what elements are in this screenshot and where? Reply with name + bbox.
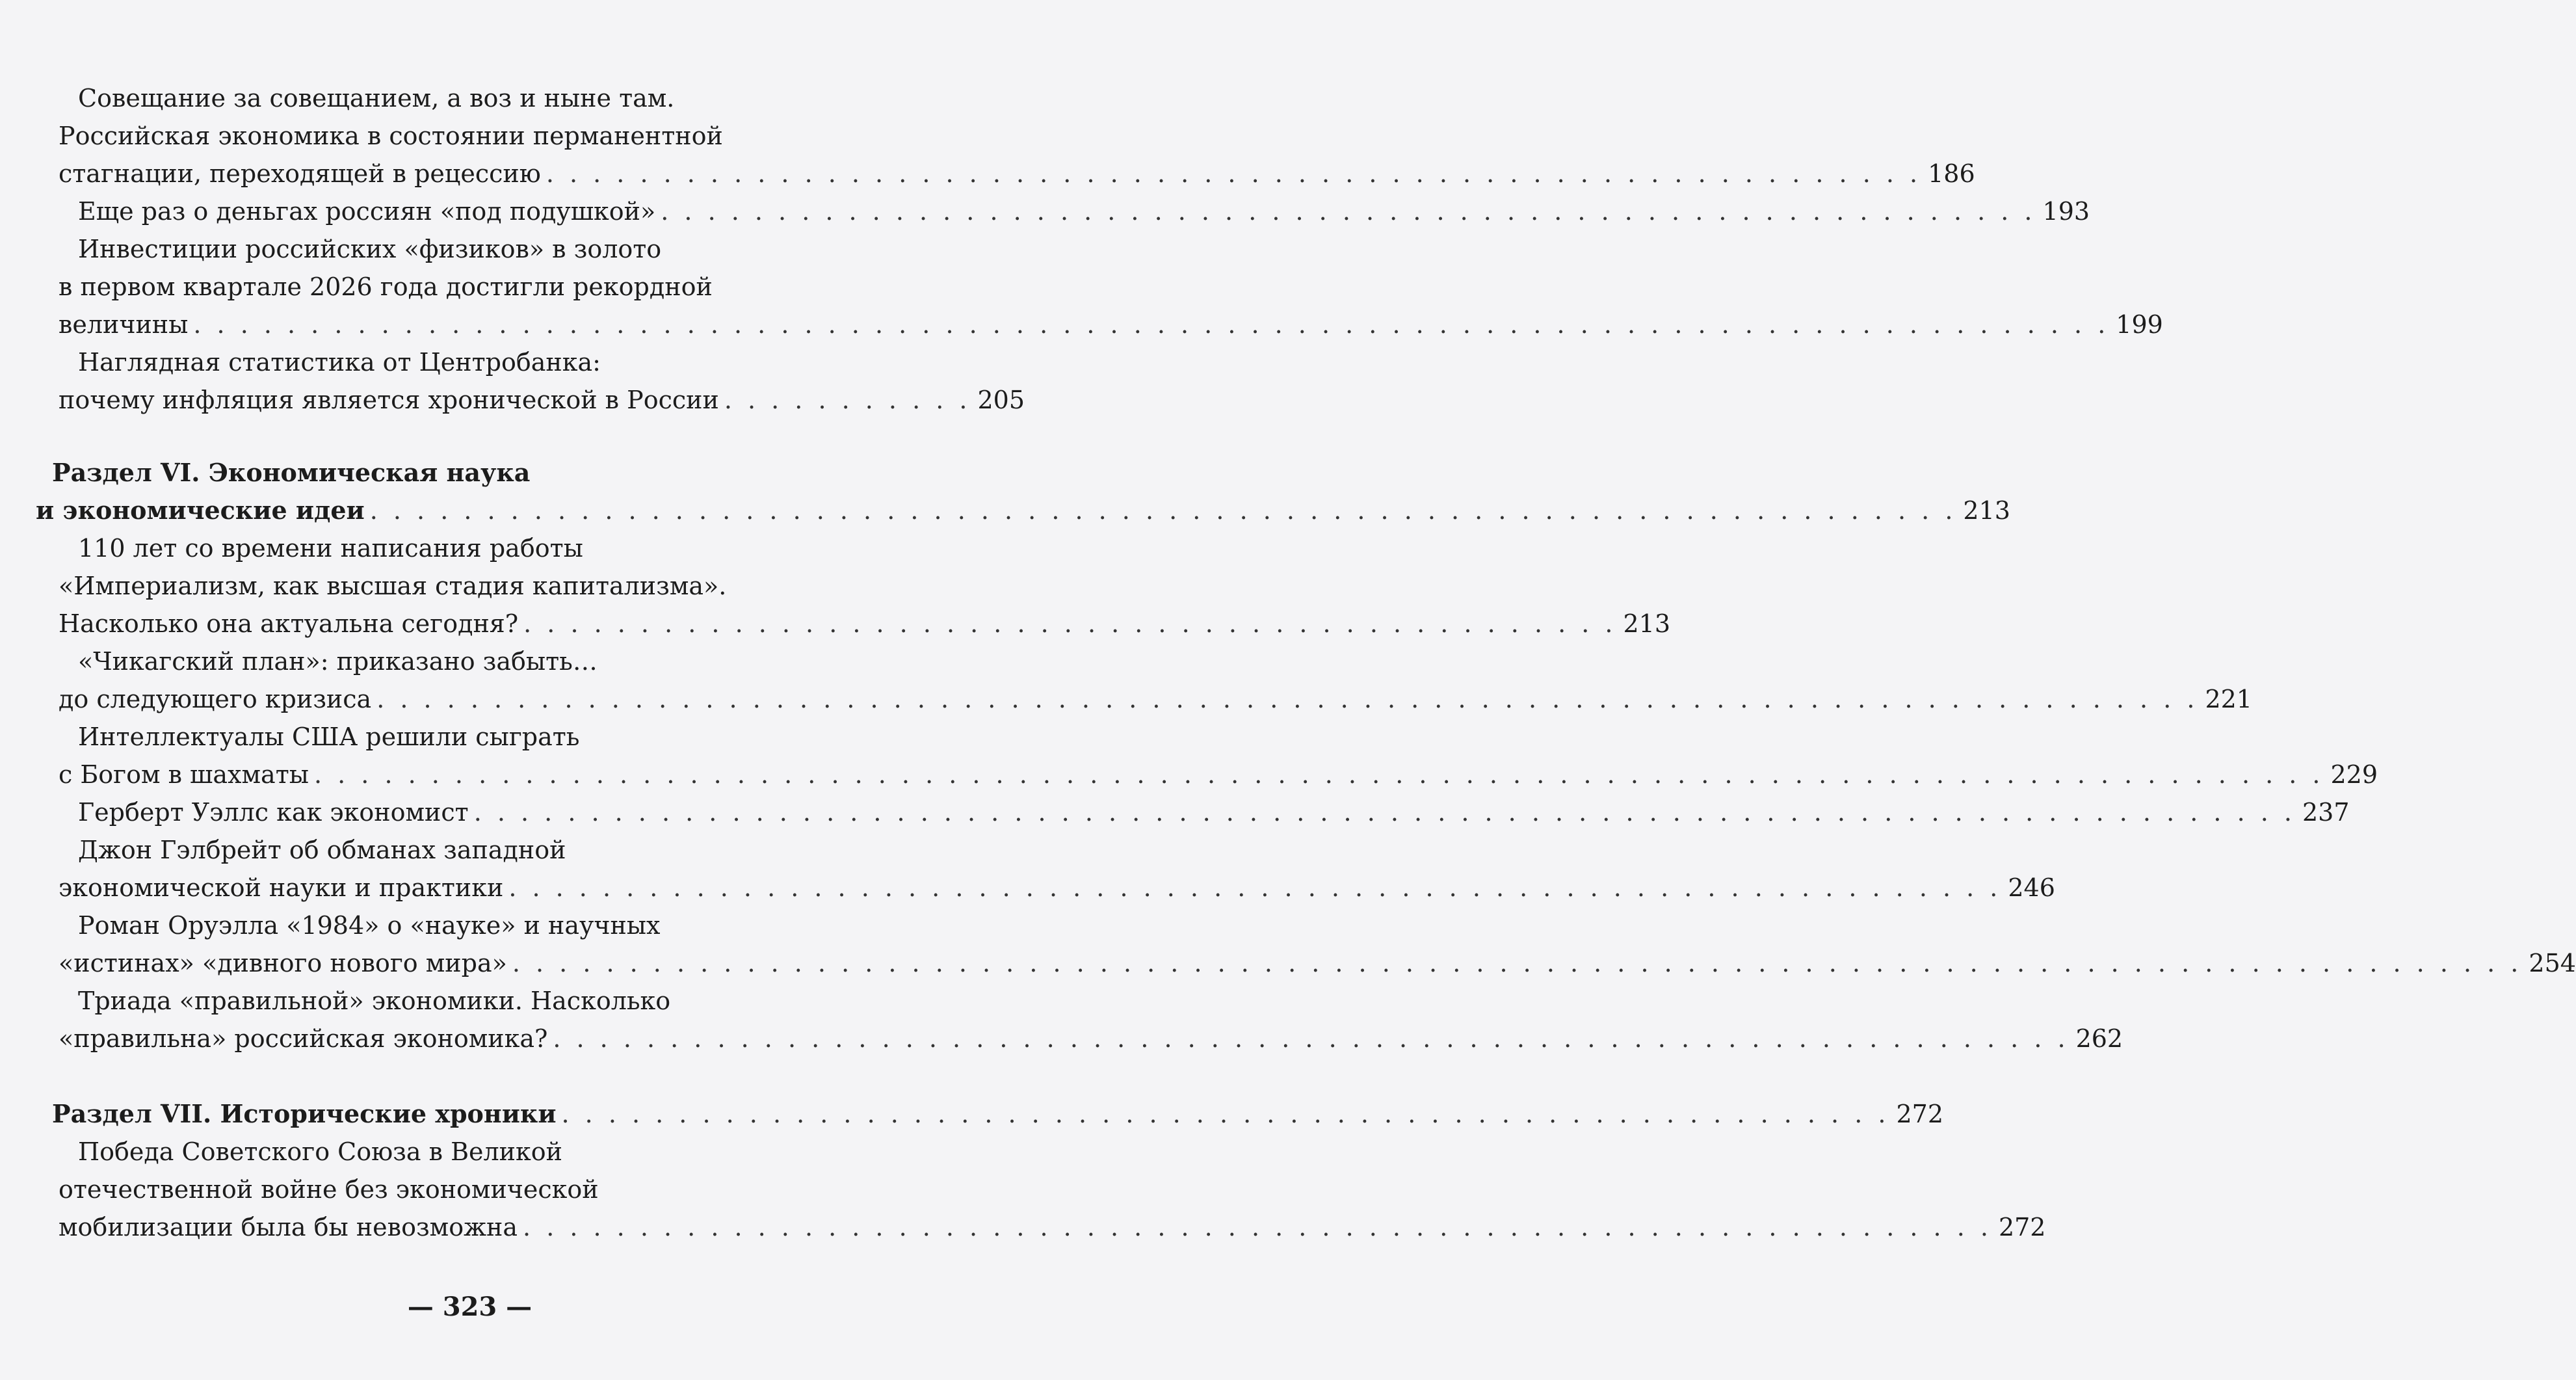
- toc-line: [59, 306, 2163, 343]
- toc-line: [78, 831, 850, 869]
- toc-entry-title: стагнации, переходящей в рецессию: [59, 159, 541, 188]
- toc-entry-title: Насколько она актуальна сегодня?: [59, 609, 519, 638]
- toc-page-number: 254: [2529, 949, 2576, 977]
- toc-entry-title: мобилизации была бы невозможна: [59, 1213, 518, 1241]
- toc-page-number: 246: [2008, 873, 2055, 902]
- toc-section-heading: [36, 492, 2010, 529]
- toc-line: [59, 1171, 850, 1208]
- toc-page-number: 229: [2330, 760, 2378, 789]
- dot-leader: . . . . . . . . . . . . . . . . . . . . . . . . . . . . . . . . . . . . . . . . . . . . . . . . . . . . . . . . . . . . . . . .: [508, 873, 2002, 902]
- toc-line: [78, 643, 850, 680]
- toc-line: [59, 944, 2576, 982]
- toc-line: [78, 79, 850, 117]
- toc-entry-title: Герберт Уэллс как экономист: [78, 798, 469, 827]
- toc-entry-title: «Империализм, как высшая стадия капитализма».: [59, 572, 727, 600]
- toc-entry-title: Раздел VI. Экономическая наука: [52, 458, 531, 487]
- toc-page-number: 262: [2075, 1024, 2123, 1053]
- toc-page-number: 213: [1623, 609, 1671, 638]
- toc-entry-title: 110 лет со времени написания работы: [78, 534, 583, 563]
- toc-line: [78, 907, 850, 944]
- toc-page-number: 272: [1998, 1213, 2046, 1241]
- toc-entry-title: величины: [59, 310, 189, 339]
- toc-entry-title: Джон Гэлбрейт об обманах западной: [78, 836, 566, 864]
- toc-entry-title: отечественной войне без экономической: [59, 1175, 599, 1204]
- toc-page-number: 213: [1963, 496, 2010, 525]
- toc-page-number: 237: [2302, 798, 2350, 827]
- dot-leader: . . . . . . . . . . . . . . . . . . . . . . . . . . . . . . . . . . . . . . . . . . . . . . . . . . . . . . . . . . . . . . . . .: [553, 1024, 2070, 1053]
- dot-leader: . . . . . . . . . . . . . . . . . . . . . . . . . . . . . . . . . . . . . . . . . . . . . . . . . . . . . . . . . . . . . . . . . . . .: [369, 496, 1957, 525]
- toc-entry-title: до следующего кризиса: [59, 685, 372, 713]
- toc-page-number: 272: [1896, 1100, 1943, 1128]
- toc-entry-title: Еще раз о деньгах россиян «под подушкой»: [78, 197, 656, 226]
- toc-line: [78, 230, 850, 268]
- toc-entry-title: «истинах» «дивного нового мира»: [59, 949, 507, 977]
- toc-entry-title: Триада «правильной» экономики. Насколько: [78, 987, 671, 1015]
- toc-line: [59, 1208, 2046, 1246]
- toc-entry-title: Наглядная статистика от Центробанка:: [78, 348, 601, 377]
- toc-entry-title: Совещание за совещанием, а воз и ныне там.: [78, 84, 675, 113]
- toc-line: [78, 1133, 850, 1171]
- toc-line: [59, 756, 2378, 793]
- dot-leader: . . . . . . . . . . . . . . . . . . . . . . . . . . . . . . . . . . . . . . . . . . . . . . . . . . . . . . . . . . . . . . . . . . . . . . . . . . . . . .: [473, 798, 2296, 827]
- toc-entry-title: Победа Советского Союза в Великой: [78, 1137, 562, 1166]
- toc-line: [59, 567, 850, 605]
- dot-leader: . . . . . . . . . . . . . . . . . . . . . . . . . . . . . . . . . . . . . . . . . . . . . . . . . . . . . . . . .: [561, 1100, 1890, 1128]
- toc-page-number: 186: [1928, 159, 1975, 188]
- dot-leader: . . . . . . . . . . . . . . . . . . . . . . . . . . . . . . . . . . . . . . . . . . . . . . . . . . . . . . . . . . . . . . . . . . . . . . . . . . . . . . . . . .: [193, 310, 2110, 339]
- toc-line: [59, 117, 850, 155]
- toc-line: [78, 343, 850, 381]
- toc-entry-title: «Чикагский план»: приказано забыть…: [78, 647, 598, 676]
- toc-page-number: 193: [2042, 197, 2090, 226]
- toc-line: [78, 192, 2090, 230]
- toc-line: [59, 155, 1975, 192]
- dot-leader: . . . . . . . . . . . . . . . . . . . . . . . . . . . . . . . . . . . . . . . . . . . . . . . . . . . . . . . . . . . . . . . . . . . . . . . . . . . . . . . . . . . . . .: [313, 760, 2324, 789]
- toc-entry-title: Роман Оруэлла «1984» о «науке» и научных: [78, 911, 661, 940]
- toc-line: [78, 718, 850, 756]
- toc-entry-title: Интеллектуалы США решили сыграть: [78, 723, 580, 751]
- dot-leader: . . . . . . . . . . . . . . . . . . . . . . . . . . . . . . . . . . . . . . . . . . . . . . . . . . . . . . . . . . .: [545, 159, 1922, 188]
- toc-line: [59, 1020, 2123, 1057]
- toc-line: [59, 381, 1025, 419]
- toc-entry-title: Инвестиции российских «физиков» в золото: [78, 235, 662, 263]
- dot-leader: . . . . . . . . . . . . . . . . . . . . . . . . . . . . . . . . . . . . . . . . . . . . . . . . . . . . . . . . . . .: [661, 197, 2036, 226]
- dot-leader: . . . . . . . . . . . . . . . . . . . . . . . . . . . . . . . . . . . . . . . . . . . . . . .: [523, 609, 1617, 638]
- toc-line: [59, 268, 850, 306]
- dot-leader: . . . . . . . . . . . . . . . . . . . . . . . . . . . . . . . . . . . . . . . . . . . . . . . . . . . . . . . . . . . . . . . . . . . . . . . . . . . . . .: [376, 685, 2199, 713]
- dot-leader: . . . . . . . . . . . . . . . . . . . . . . . . . . . . . . . . . . . . . . . . . . . . . . . . . . . . . . . . . . . . . . . . . . . . . . . . . . . . . . . . . . . . . .: [512, 949, 2523, 977]
- toc-entry-title: почему инфляция является хронической в России: [59, 386, 719, 414]
- toc-line: [78, 793, 2350, 831]
- toc-line: [59, 680, 2252, 718]
- toc-entry-title: «правильна» российская экономика?: [59, 1024, 548, 1053]
- toc-line: [78, 529, 850, 567]
- toc-section-heading: [52, 1095, 1943, 1133]
- toc-entry-title: Раздел VII. Исторические хроники: [52, 1099, 557, 1128]
- toc-line: [59, 869, 2055, 907]
- dot-leader: . . . . . . . . . . . . . . . . . . . . . . . . . . . . . . . . . . . . . . . . . . . . . . . . . . . . . . . . . . . . . . .: [523, 1213, 1992, 1241]
- dot-leader: . . . . . . . . . . .: [724, 386, 971, 414]
- toc-line: [59, 605, 1671, 643]
- page-number: — 323 —: [407, 1292, 532, 1322]
- toc-entry-title: Российская экономика в состоянии перманентной: [59, 122, 723, 150]
- toc-entry-title: экономической науки и практики: [59, 873, 504, 902]
- toc-page-number: 221: [2205, 685, 2252, 713]
- toc-page-number: 199: [2116, 310, 2163, 339]
- toc-entry-title: с Богом в шахматы: [59, 760, 309, 789]
- toc-page-number: 205: [977, 386, 1025, 414]
- toc-section-heading: [52, 454, 850, 492]
- toc-entry-title: в первом квартале 2026 года достигли рекордной: [59, 272, 713, 301]
- toc-entry-title: и экономические идеи: [36, 496, 365, 525]
- toc-line: [78, 982, 850, 1020]
